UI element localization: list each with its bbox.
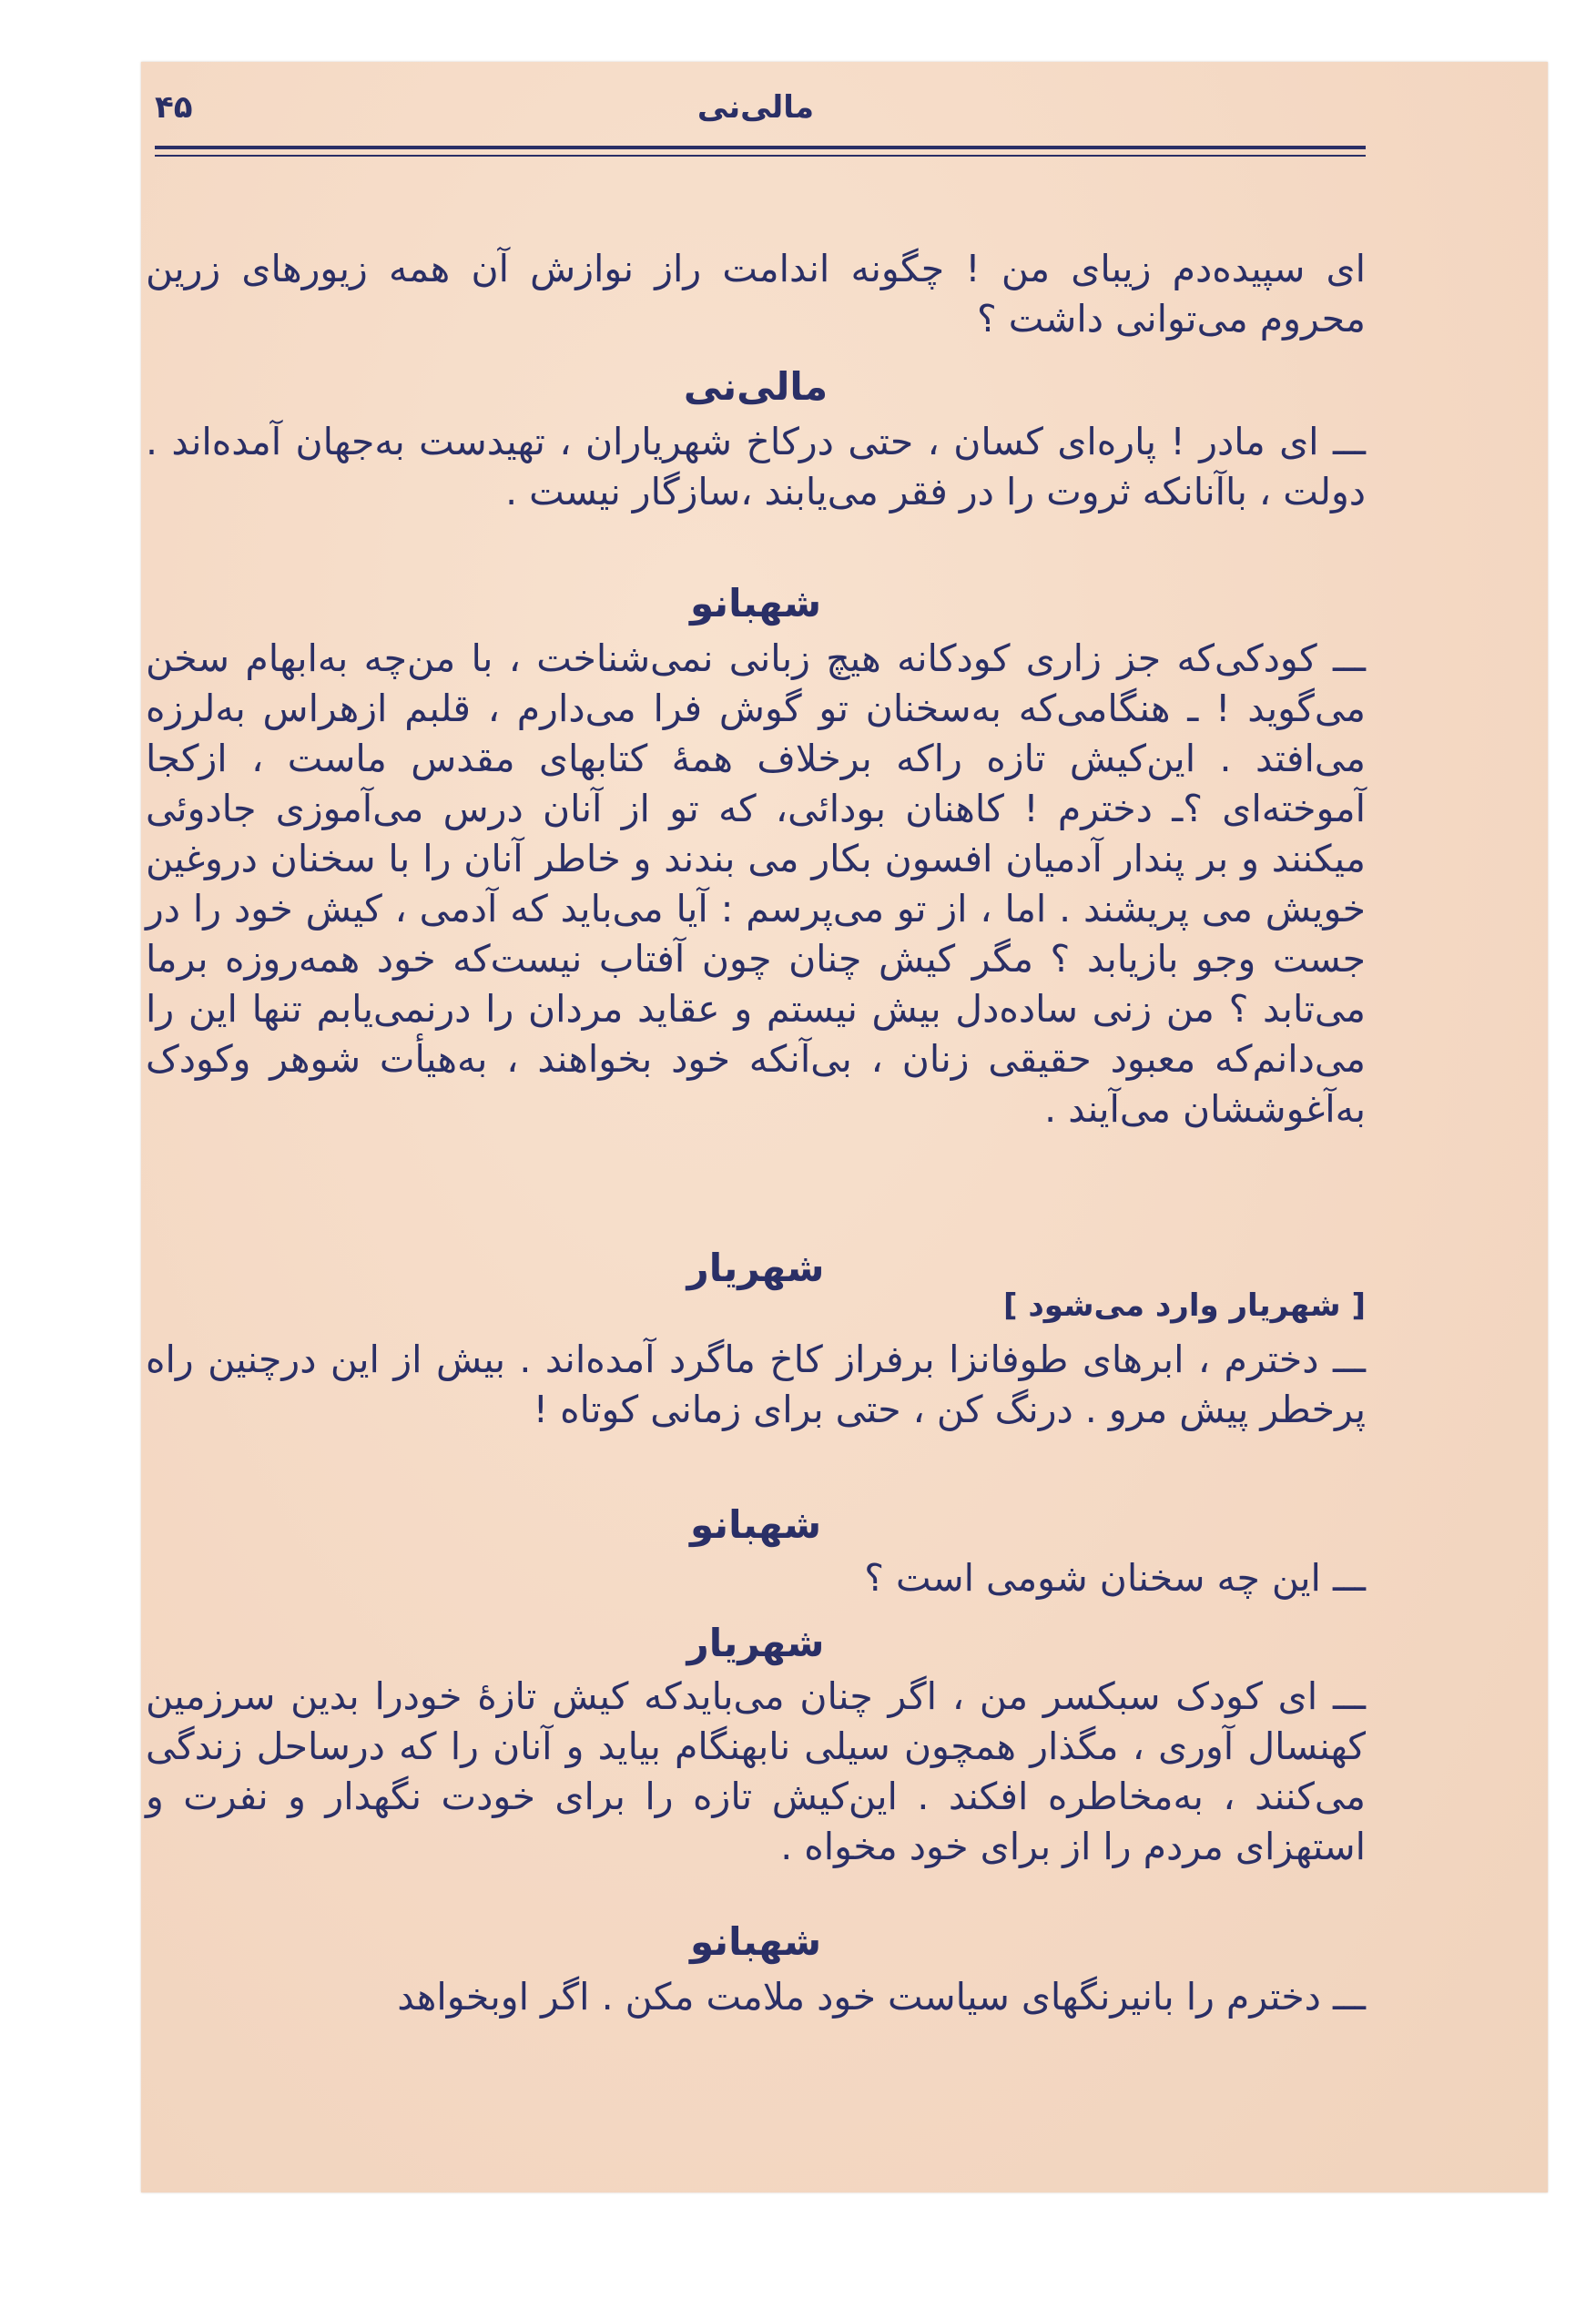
speaker-name: شهبانو [689,581,822,626]
stage-direction: [ شهریار وارد می‌شود ] [1002,1287,1366,1324]
paragraph: ـــ دخترم را بانیرنگهای سیاست خود ملامت مکن . اگر اوبخواهد [397,1975,1366,2019]
running-title: مالی‌نی [696,89,815,126]
paragraph: ای سپیده‌دم زیبای من ! چگونه اندامت راز نوازش آن همه زیورهای زرین محروم می‌توانی داشت ؟ [146,247,1366,341]
page-number: ۴۵ [155,89,193,126]
paragraph: ـــ ای کودک سبکسر من ، اگر چنان می‌بایدکه کیش تازهٔ خودرا بدین سرزمین کهنسال آوری ، مگذار همچون سیلی نابهنگام بیاید و آنان را که درساحل زندگی می‌کنند ، به‌مخاطره افکند . این‌کیش تازه را برای خودت نگهدار و نفرت و استهزای مردم را از برای خود مخواه . [146,1674,1366,1868]
speaker-name: شهریار [686,1621,825,1665]
header-rule-thin [155,155,1366,157]
speaker-name: شهریار [686,1246,825,1290]
paragraph: ـــ این چه سخنان شومی است ؟ [864,1556,1366,1600]
paragraph: ـــ ای مادر ! پاره‌ای کسان ، حتی درکاخ شهریاران ، تهیدست به‌جهان آمده‌اند . دولت ، باآنانکه ثروت را در فقر می‌یابند ،سازگار نیست . [146,420,1366,514]
speaker-name: شهبانو [689,1502,822,1547]
speaker-name: شهبانو [689,1919,822,1964]
paragraph: ـــ کودکی‌که جز زاری کودکانه هیچ زبانی نمی‌شناخت ، با من‌چه به‌ابهام سخن می‌گوید ! ـ هنگامی‌که به‌سخنان تو گوش فرا می‌دارم ، قلبم ازهراس به‌لرزه می‌افتد . این‌کیش تازه راکه برخلاف همهٔ کتابهای مقدس ماست ، ازکجا آموخته‌ای ؟ـ دخترم ! کاهنان بودائی، که تو از آنان درس می‌آموزی جادوئی میکنند و بر پندار آدمیان افسون بکار می بندند و خاطر آنان را با سخنان دروغین خویش می پریشند . اما ، از تو می‌پرسم : آیا می‌باید که آدمی ، کیش خود را در جست وجو بازیابد ؟ مگر کیش چنان چون آفتاب نیست‌که خود همه‌روزه برما می‌تابد ؟ من زنی ساده‌دل بیش نیستم و عقاید مردان را درنمی‌یابم تنها این را می‌دانم‌که معبود حقیقی زنان ، بی‌آنکه خود بخواهند ، به‌هیأت شوهر وکودک به‌آغوششان می‌آیند . [146,636,1366,1131]
speaker-name: مالی‌نی [683,364,828,409]
page-header [155,89,1357,144]
header-rule [155,146,1366,149]
paragraph: ـــ دخترم ، ابرهای طوفانزا برفراز کاخ ماگرد آمده‌اند . بیش از این درچنین راه پرخطر پیش مرو . درنگ کن ، حتی برای زمانی کوتاه ! [146,1337,1366,1431]
